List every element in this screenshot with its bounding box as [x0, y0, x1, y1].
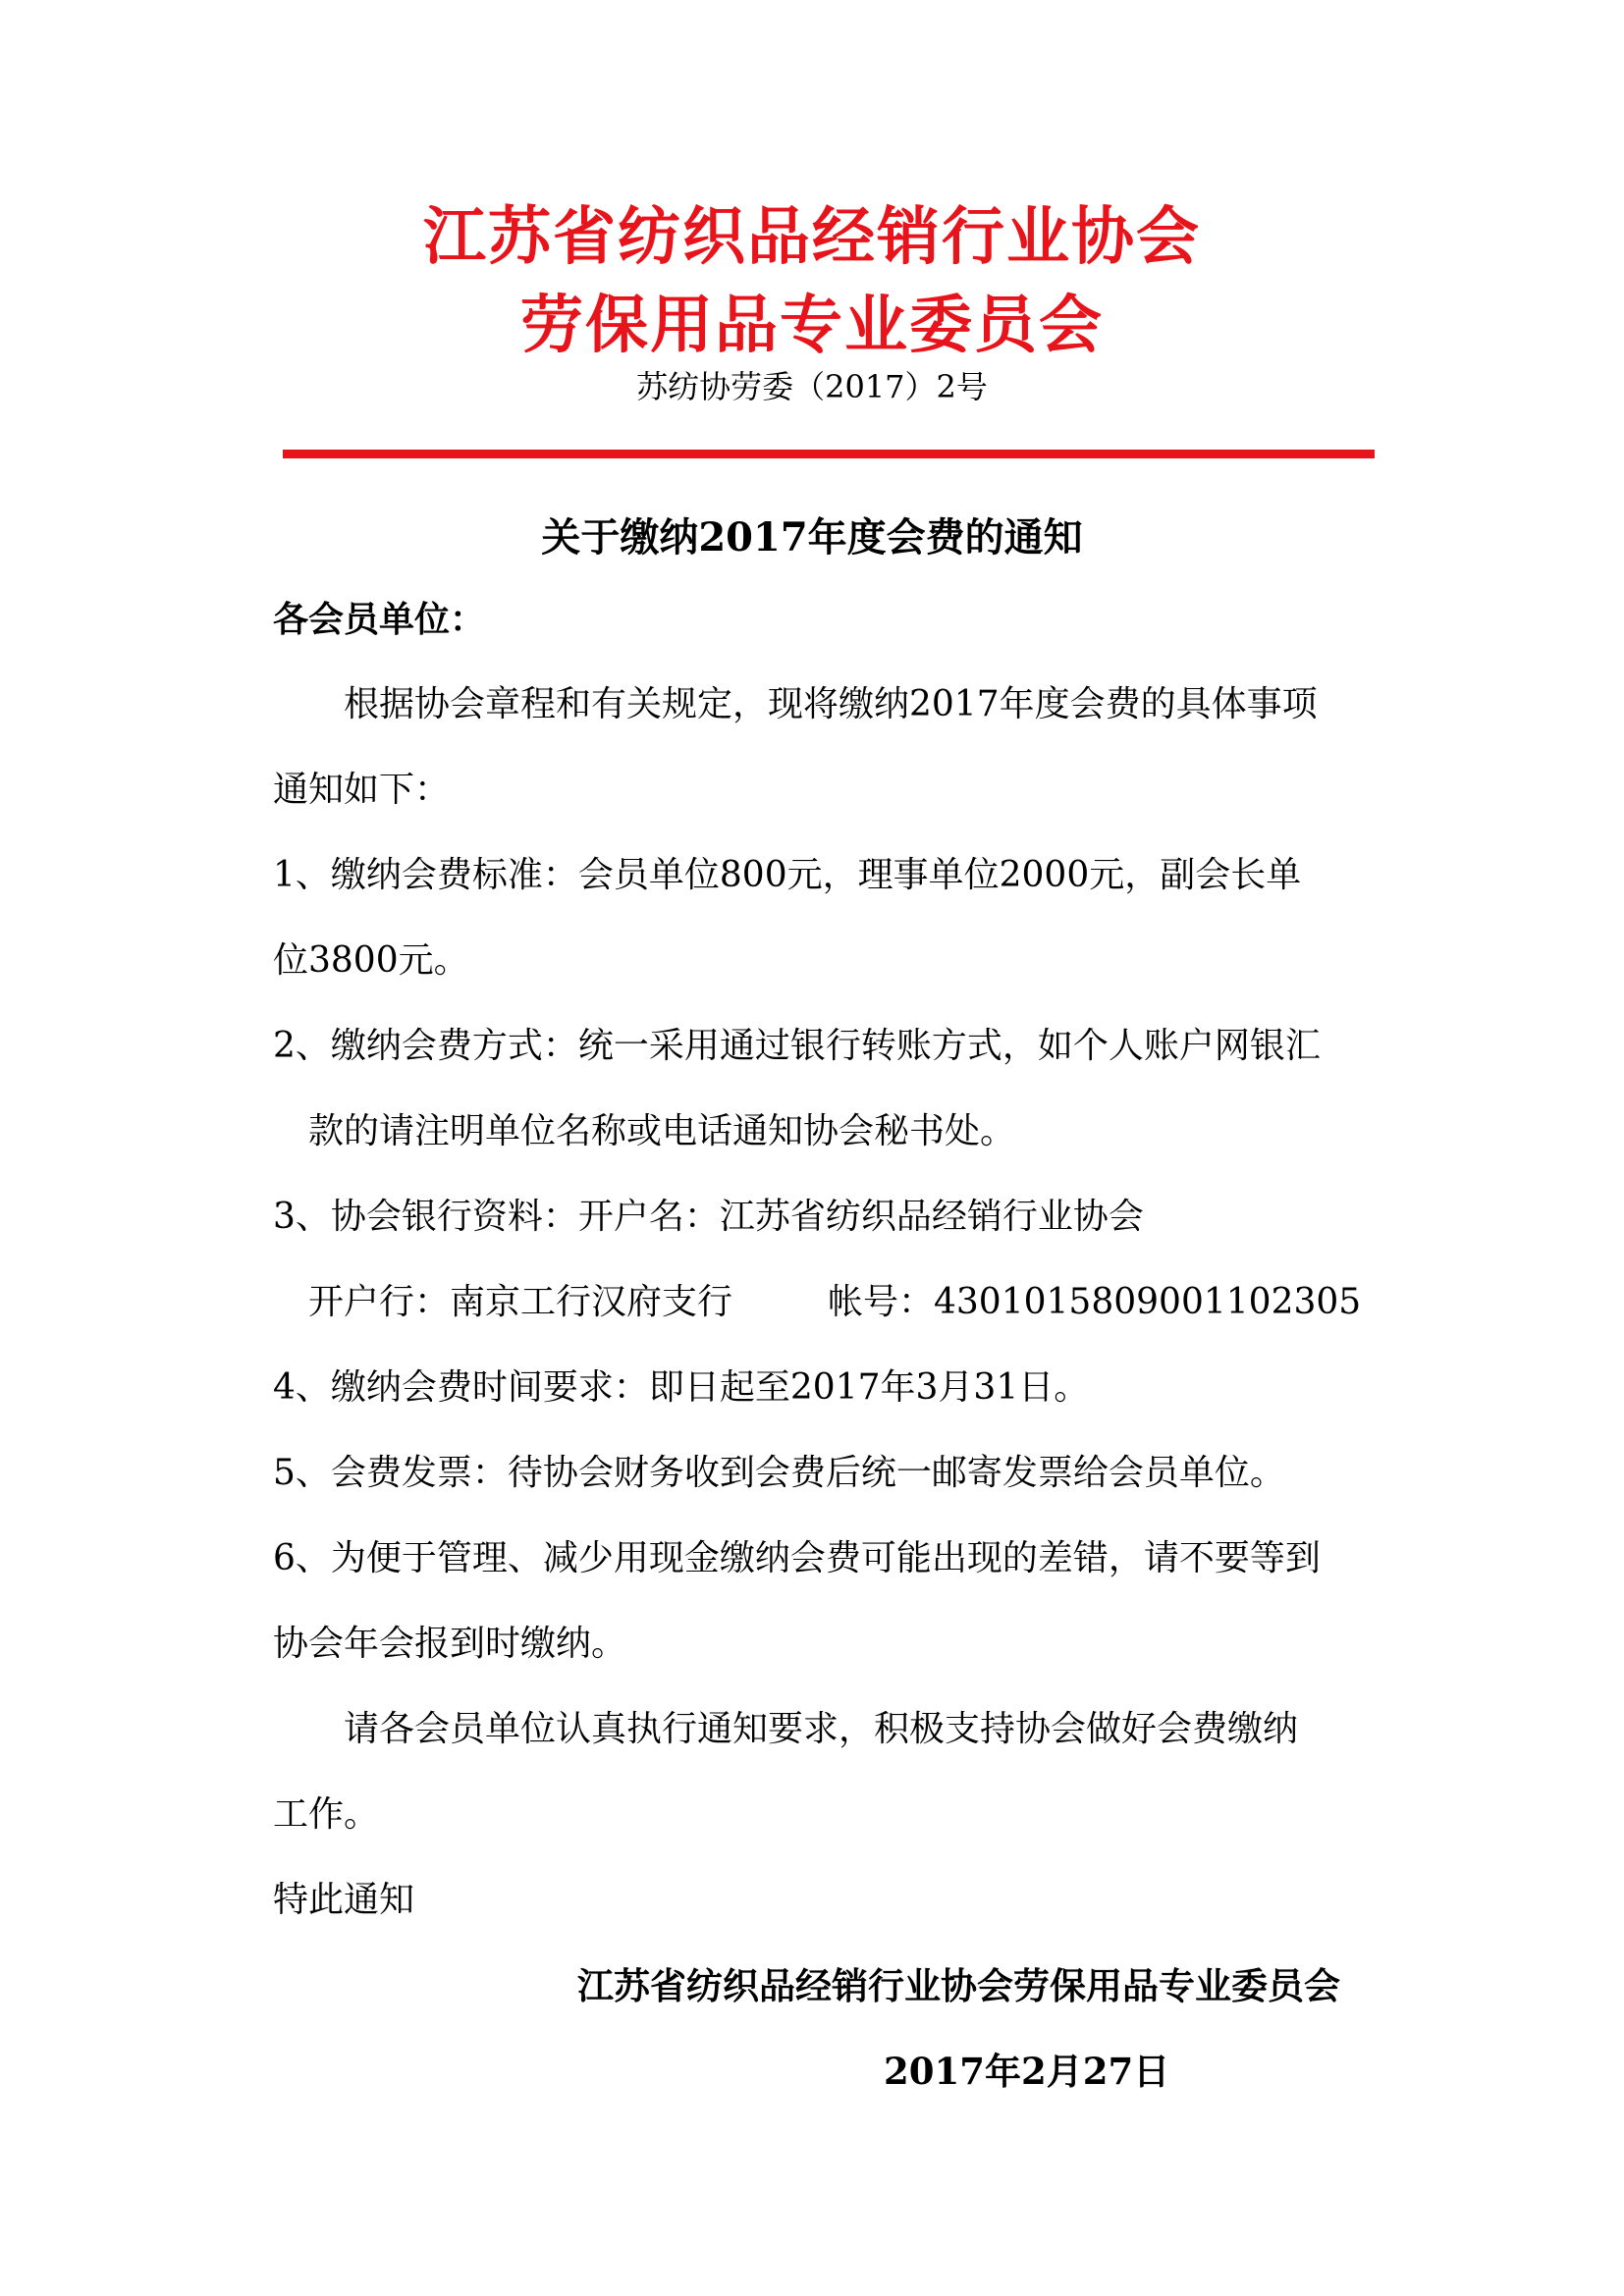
- intro-paragraph-line-2: 通知如下：: [273, 770, 451, 810]
- sign-off: 特此通知: [273, 1880, 415, 1920]
- closing-paragraph-line-2: 工作。: [273, 1794, 380, 1835]
- item-2-payment-method-line-1: 2、缴纳会费方式：统一采用通过银行转账方式，如个人账户网银汇: [273, 1026, 1321, 1066]
- signature-date: 2017年2月27日: [884, 2050, 1170, 2093]
- item-4-deadline: 4、缴纳会费时间要求：即日起至2017年3月31日。: [273, 1367, 1090, 1408]
- item-3-account-number: 帐号：4301015809001102305: [828, 1282, 1362, 1322]
- letterhead-committee-name: 劳保用品专业委员会: [520, 290, 1104, 362]
- intro-paragraph-line-1: 根据协会章程和有关规定，现将缴纳2017年度会费的具体事项: [344, 684, 1318, 724]
- item-1-fee-standard-line-2: 位3800元。: [273, 940, 469, 981]
- document-number: 苏纺协劳委（2017）2号: [636, 368, 988, 405]
- letterhead-org-name: 江苏省纺织品经销行业协会: [423, 201, 1201, 274]
- item-1-fee-standard-line-1: 1、缴纳会费标准：会员单位800元，理事单位2000元，副会长单: [273, 855, 1302, 895]
- letterhead-divider: [283, 450, 1375, 458]
- item-2-payment-method-line-2: 款的请注明单位名称或电话通知协会秘书处。: [308, 1111, 1016, 1151]
- salutation: 各会员单位：: [273, 599, 486, 640]
- closing-paragraph-line-1: 请各会员单位认真执行通知要求，积极支持协会做好会费缴纳: [344, 1709, 1299, 1749]
- notice-title: 关于缴纳2017年度会费的通知: [541, 514, 1083, 561]
- item-3-bank-name: 开户行：南京工行汉府支行: [308, 1282, 733, 1322]
- item-6-note-line-2: 协会年会报到时缴纳。: [273, 1624, 627, 1664]
- signature-organization: 江苏省纺织品经销行业协会劳保用品专业委员会: [577, 1964, 1340, 2007]
- item-5-invoice: 5、会费发票：待协会财务收到会费后统一邮寄发票给会员单位。: [273, 1453, 1285, 1493]
- item-3-bank-info-line-1: 3、协会银行资料：开户名：江苏省纺织品经销行业协会: [273, 1197, 1144, 1237]
- item-6-note-line-1: 6、为便于管理、减少用现金缴纳会费可能出现的差错，请不要等到: [273, 1538, 1321, 1578]
